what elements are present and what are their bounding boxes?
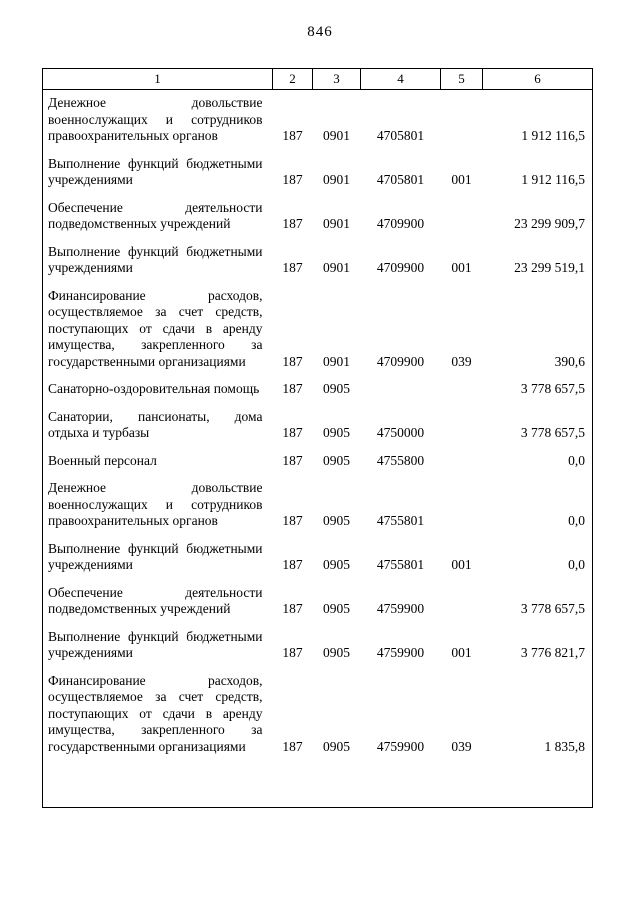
table-body	[43, 90, 593, 808]
row-target-code-cell: 4755801	[376, 513, 425, 528]
row-chapter-cell: 187	[282, 601, 303, 616]
table-row	[43, 90, 593, 151]
row-section-cell: 0905	[323, 513, 350, 528]
table-row	[43, 404, 593, 448]
row-expense-type-cell: 001	[451, 172, 472, 187]
row-amount-cell: 390,6	[554, 353, 585, 369]
row-amount-cell: 3 778 657,5	[520, 425, 585, 440]
row-name-cell: Финансирование расходов, осуществляемое за счет средств, поступающих от сдачи в аренду имущества, закрепленного за государственными организациями	[48, 287, 263, 369]
row-section-cell: 0901	[323, 353, 350, 369]
table-row	[43, 376, 593, 404]
row-section-cell: 0905	[323, 738, 350, 754]
row-name-cell: Выполнение функций бюджетными учреждениями	[48, 628, 263, 660]
row-section-cell: 0905	[323, 381, 350, 396]
row-section-cell: 0905	[323, 452, 350, 468]
row-amount-cell: 1 912 116,5	[521, 172, 585, 187]
row-chapter-cell: 187	[282, 381, 303, 396]
row-name-cell: Денежное довольствие военнослужащих и сотрудников правоохранительных органов	[48, 95, 263, 143]
budget-table	[42, 68, 593, 808]
table-row	[43, 283, 593, 377]
table-row	[43, 580, 593, 624]
table-row	[43, 475, 593, 536]
row-section-cell: 0901	[323, 172, 350, 187]
row-target-code-cell: 4759900	[376, 645, 425, 660]
row-amount-cell: 3 778 657,5	[520, 381, 585, 396]
row-name-cell: Санатории, пансионаты, дома отдыха и турбазы	[48, 408, 263, 440]
row-amount-cell: 3 778 657,5	[520, 601, 585, 616]
row-amount-cell: 1 912 116,5	[521, 128, 585, 143]
row-chapter-cell: 187	[282, 216, 303, 231]
row-target-code-cell: 4755800	[376, 452, 425, 468]
row-name-cell: Выполнение функций бюджетными учреждениями	[48, 243, 263, 275]
table-row	[43, 448, 593, 476]
row-expense-type-cell	[441, 90, 483, 151]
row-chapter-cell: 187	[282, 738, 303, 754]
row-name-cell: Обеспечение деятельности подведомственных учреждений	[48, 199, 263, 231]
row-name-cell: Выполнение функций бюджетными учреждениями	[48, 155, 263, 187]
row-name-cell: Обеспечение деятельности подведомственных учреждений	[48, 584, 263, 616]
row-chapter-cell: 187	[282, 172, 303, 187]
table-header-row	[43, 69, 593, 90]
col-header-6: 6	[483, 69, 593, 90]
row-section-cell: 0905	[323, 645, 350, 660]
row-amount-cell: 0,0	[568, 513, 585, 528]
table-header	[43, 69, 593, 90]
row-expense-type-cell	[441, 376, 483, 404]
table-row	[43, 239, 593, 283]
col-header-2: 2	[273, 69, 313, 90]
row-chapter-cell: 187	[282, 425, 303, 440]
table-row	[43, 624, 593, 668]
row-expense-type-cell: 039	[451, 353, 472, 369]
row-section-cell: 0905	[323, 425, 350, 440]
row-amount-cell: 1 835,8	[544, 738, 585, 754]
page-number: 846	[307, 24, 333, 40]
row-name-cell: Военный персонал	[48, 452, 157, 468]
row-target-code-cell: 4759900	[376, 601, 425, 616]
row-expense-type-cell: 039	[451, 738, 472, 754]
row-expense-type-cell: 001	[451, 645, 472, 660]
table-row	[43, 195, 593, 239]
row-target-code-cell	[361, 376, 441, 404]
col-header-4: 4	[361, 69, 441, 90]
row-amount-cell: 0,0	[568, 452, 585, 468]
row-target-code-cell: 4709900	[376, 260, 425, 275]
row-target-code-cell: 4750000	[376, 425, 425, 440]
table-row	[43, 668, 593, 808]
row-section-cell: 0901	[323, 128, 350, 143]
row-section-cell: 0901	[323, 260, 350, 275]
row-chapter-cell: 187	[282, 645, 303, 660]
row-section-cell: 0905	[323, 601, 350, 616]
row-target-code-cell: 4705801	[376, 172, 425, 187]
row-name-cell: Денежное довольствие военнослужащих и сотрудников правоохранительных органов	[48, 480, 263, 528]
row-name-cell: Финансирование расходов, осуществляемое за счет средств, поступающих от сдачи в аренду имущества, закрепленного за государственными организациями	[48, 672, 263, 754]
row-expense-type-cell	[441, 580, 483, 624]
row-expense-type-cell: 001	[451, 557, 472, 572]
row-amount-cell: 23 299 519,1	[514, 260, 585, 275]
row-target-code-cell: 4759900	[376, 738, 425, 754]
row-expense-type-cell	[441, 404, 483, 448]
col-header-3: 3	[313, 69, 361, 90]
row-section-cell: 0905	[323, 557, 350, 572]
row-expense-type-cell	[441, 448, 483, 476]
row-target-code-cell: 4709900	[376, 353, 425, 369]
row-expense-type-cell	[441, 475, 483, 536]
row-amount-cell: 23 299 909,7	[514, 216, 585, 231]
row-chapter-cell: 187	[282, 513, 303, 528]
row-section-cell: 0901	[323, 216, 350, 231]
row-name-cell: Выполнение функций бюджетными учреждениями	[48, 540, 263, 572]
table-row	[43, 536, 593, 580]
row-name-cell: Санаторно-оздоровительная помощь	[48, 381, 260, 396]
row-expense-type-cell	[441, 195, 483, 239]
row-chapter-cell: 187	[282, 260, 303, 275]
row-chapter-cell: 187	[282, 452, 303, 468]
col-header-1: 1	[43, 69, 273, 90]
row-amount-cell: 0,0	[568, 557, 585, 572]
row-target-code-cell: 4755801	[376, 557, 425, 572]
row-target-code-cell: 4709900	[376, 216, 425, 231]
row-target-code-cell: 4705801	[376, 128, 425, 143]
col-header-5: 5	[441, 69, 483, 90]
row-expense-type-cell: 001	[451, 260, 472, 275]
row-amount-cell: 3 776 821,7	[520, 645, 585, 660]
row-chapter-cell: 187	[282, 557, 303, 572]
row-chapter-cell: 187	[282, 128, 303, 143]
row-chapter-cell: 187	[282, 353, 303, 369]
table-row	[43, 151, 593, 195]
